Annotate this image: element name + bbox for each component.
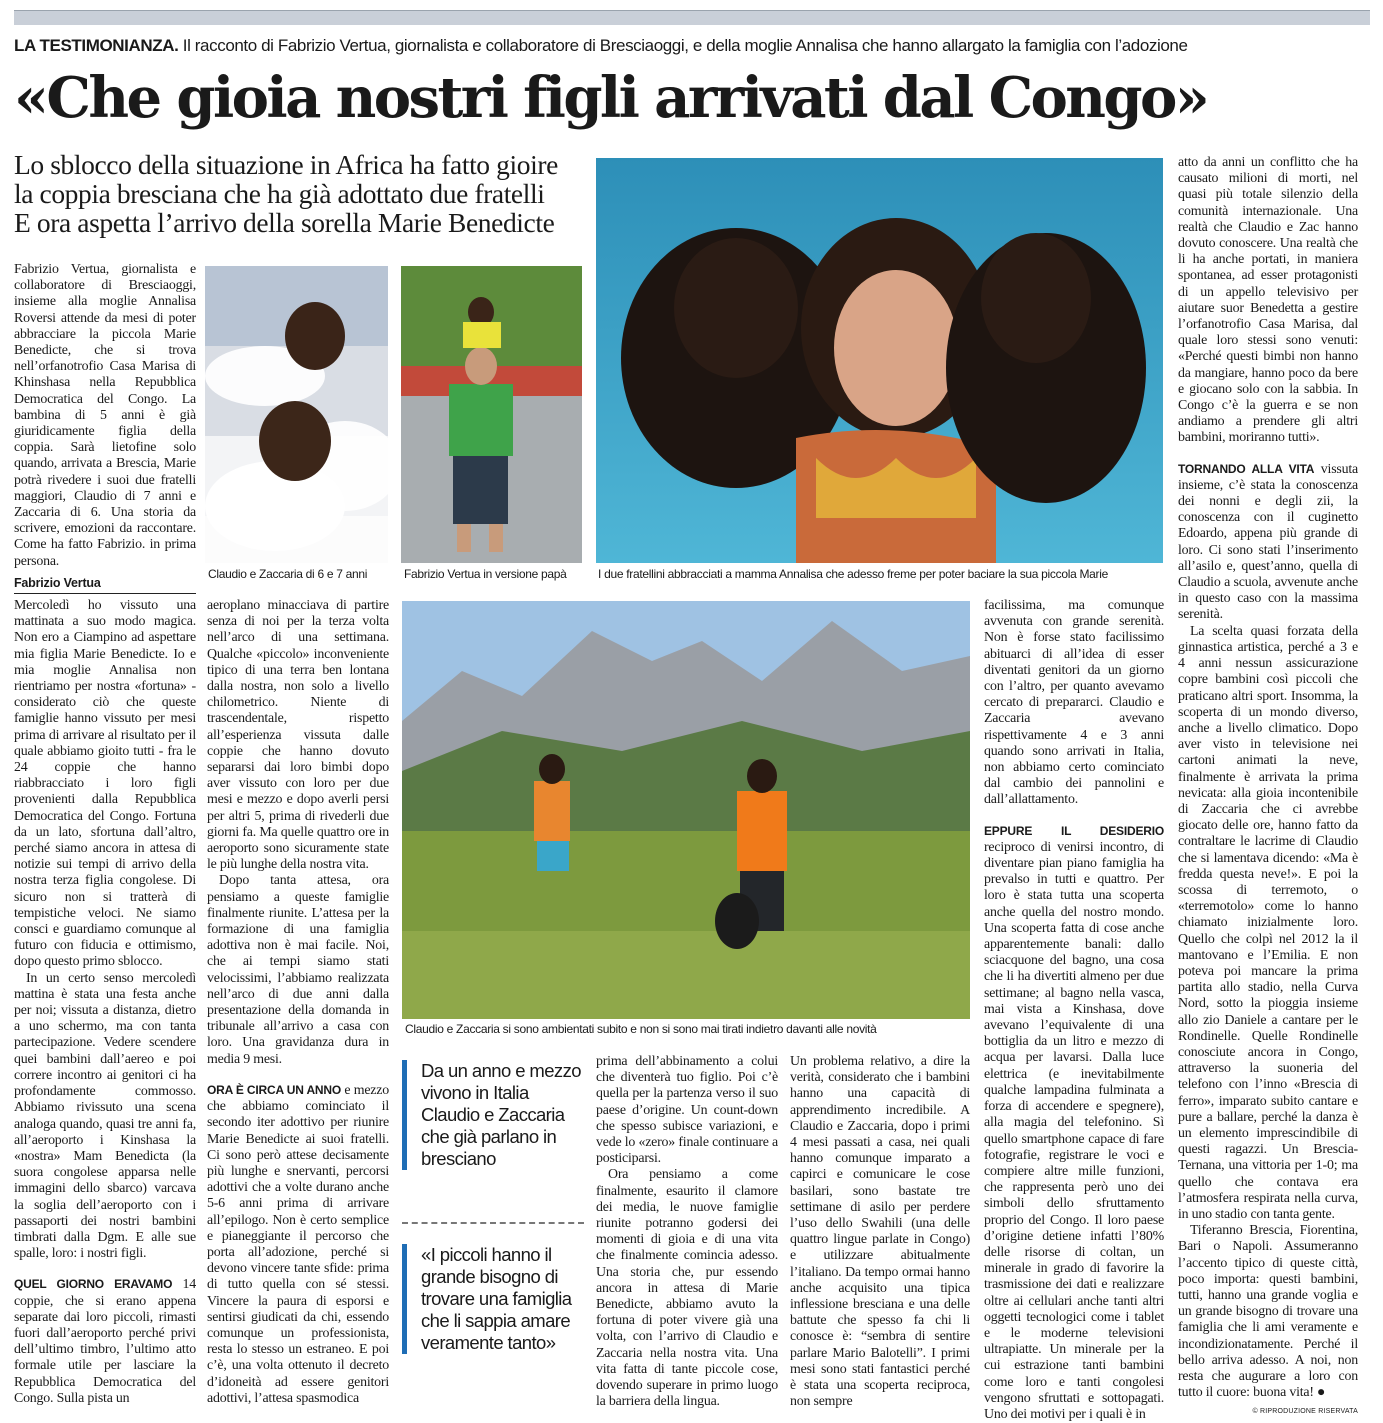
col6-p2-text: vissuta insieme, c’è stata la conoscenza dei nonni e degli zii, la conoscenza con il cuginetto Edoardo, appena più grande di loro. Ci sono stati l’inserimento all’asilo e, quest’anno, quella di Claudio a scuola, avvenute anche in questo caso con la massima serenità. bbox=[1178, 461, 1358, 623]
col6-runin: TORNANDO ALLA VITA bbox=[1178, 461, 1315, 476]
col6-p3: La scelta quasi forzata della ginnastica artistica, perché a 3 e 4 anni nessun assicurazione copre bambini così piccoli che praticano altri sport. Insomma, la scoperta di un mondo diverso, anche a livello climatico. Dopo aver visto in televisione nei cartoni animati la neve, finalmente è arrivata la prima nevicata: alla gioia incontenibile di Zaccaria che ci avrebbe giocato delle ore, hanno fatto da contraltare le lacrime di Claudio che si lamentava dicendo: «Ma è fredda questa neve!». E poi la scossa di terremoto, o «terremotolo» come lo hanno chiamato inizialmente loro. Quello che colpì nel 2012 la il mantovano e l’Emilia. E non poteva poi mancare la prima partita allo stadio, nella Curva Nord, sotto la pioggia insieme allo zio Daniele a cantare per le Rondinelle. Quelle Rondinelle conosciute ancora in Congo, attraverso la suoneria del telefono con l’inno «Brescia di ferro», imparato subito cantare e pure a ballare, perché la danza è un elemento imprescindibile di questi ragazzi. Un Brescia-Ternana, una vittoria per 1-0; ma quello che contava era l’atmosfera respirata nella curva, in uno stadio con tanta gente. bbox=[1178, 623, 1358, 1222]
pull-quote-2: «I piccoli hanno il grande bisogno di trovare una famiglia che li sappia amare veramente tanto» bbox=[402, 1244, 591, 1354]
column-5 bbox=[984, 598, 1164, 1423]
column-1 bbox=[14, 598, 196, 1407]
col4-p1: Un problema relativo, a dire la verità, considerato che i bambini hanno una capacità di apprendimento incredibile. A Claudio e Zaccaria, dopo i primi 4 mesi passati a casa, nei quali hanno comunque imparato a capirci e comunicare le cose basilari, sono bastate tre settimane di asilo per perdere l’uso dello Swahili (una delle quattro lingue parlate in Congo) e utilizzare abitualmente l’italiano. Da tempo ormai hanno anche acquisito una tipica inflessione bresciana e una delle battute che spesso fa chi li conosce è: “sembra di sentire parlare Mario Balotelli”. I primi mesi sono stati fantastici perché è stata una scoperta reciproca, non sempre bbox=[790, 1054, 970, 1410]
kicker-text: Il racconto di Fabrizio Vertua, giornalista e collaboratore di Bresciaoggi, e della moglie Annalisa che hanno allargato la famiglia con l’adozione bbox=[178, 36, 1188, 55]
column-2 bbox=[207, 598, 389, 1407]
col3-p1: prima dell’abbinamento a colui che diventerà tuo figlio. Poi c’è quella per la partenza verso il suo paese d’origine. Un count-down che spesso subisce variazioni, e vede lo «zero» finale continuare a posticiparsi. bbox=[596, 1054, 778, 1167]
col5-runin: EPPURE IL DESIDERIO bbox=[984, 823, 1164, 838]
col5-p2-text: reciproco di venirsi incontro, di diventare pian piano famiglia ha prevalso in tutti e quattro. Per loro è stata tutta una scoperta anche quella del nostro mondo. Una scoperta fatta di cose anche apparentemente banali: dallo sciacquone del bagno, una cosa che li ha divertiti almeno per due settimane; al bagno nella vasca, mai vista a Kinshasa, dove avevano l’equivalente di una bottiglia da un litro e mezzo di acqua per lavarsi. Dalla luce elettrica (e inevitabilmente qualche lampadina fulminata a forza di accendere e spegnere), alla magia del telefonino. Sì quello smartphone capace di fare fotografie, registrare le voci e compiere altre mille funzioni, che rappresenta però uno dei simboli dello sfruttamento proprio del Congo. Il loro paese d’origine detiene infatti l’80% delle risorse di coltan, un minerale in grado di favorire la trasmissione dei dati e realizzare oltre ai cellulari anche tanti altri oggetti tecnologici come i tablet e le moderne televisioni ultrapiatte. Un minerale per la cui estrazione tanti bambini come loro e tanti congolesi vengono sfruttati e sottopagati. Uno dei motivi per i quali è in bbox=[984, 839, 1164, 1422]
col6-p2 bbox=[1178, 461, 1358, 624]
col5-p2 bbox=[984, 823, 1164, 1423]
kicker-label: LA TESTIMONIANZA. bbox=[14, 36, 179, 55]
photo-mountains-image bbox=[402, 601, 970, 1019]
photo-mountains bbox=[402, 601, 970, 1019]
caption-photo-father: Fabrizio Vertua in versione papà bbox=[404, 567, 567, 581]
photo-bath bbox=[205, 266, 388, 563]
col3-p2: Ora pensiamo a come finalmente, esaurito il clamore dei media, le nuove famiglie riunite potranno godersi dei momenti di gioia e di una vita che finalmente comincia adesso. Una storia che, pur essendo ancora in attesa di Marie Benedicte, abbiamo avuto la fortuna di poter vivere già una volta, con l’arrivo di Claudio e Zaccaria nella nostra vita. Una vita fatta di tante piccole cose, dovendo superare in primo luogo la barriera della lingua. bbox=[596, 1167, 778, 1410]
col6-p1: atto da anni un conflitto che ha causato milioni di morti, nel quasi più totale silenzio della comunità internazionale. Una realtà che Claudio e Zac hanno dovuto conoscere. Una realtà che li ha anche portati, in maniera spontanea, ad esser protagonisti di un appello televisivo per aiutare suor Benedetta a gestire l’orfanotrofio Casa Marisa, dal quale loro stessi sono venuti: «Perché questi bimbi non hanno da mangiare, hanno poco da bere e giocano solo con la sabbia. In Congo c’è la guerra e se non andiamo a prendere gli altri bambini, moriranno tutti». bbox=[1178, 155, 1358, 446]
pull-quote-1: Da un anno e mezzo vivono in Italia Claudio e Zaccaria che già parlano in bresciano bbox=[402, 1060, 591, 1170]
subhead-line-3: E ora aspetta l’arrivo della sorella Marie Benedicte bbox=[14, 207, 555, 238]
kicker bbox=[14, 36, 1374, 56]
col1-p2: In un certo senso mercoledì mattina è stata una festa anche per noi; vissuta a distanza, dietro a uno schermo, ma con tanta partecipazione. Vedere scendere quei bambini dall’aereo e poi correre incontro ai genitori ci ha profondamente commosso. Abbiamo rivissuto una scena analoga quando, quasi tre anni fa, all’aeroporto i Kinshasa la «nostra» Mam Benedicta (la suora congolese apparsa nelle immagini dello sbarco) varcava la soglia dell’aeroporto con i passaporti dei nostri bambini timbrati dalla Dgm. E alle sue spalle, loro: i nostri figli. bbox=[14, 970, 196, 1262]
byline: Fabrizio Vertua bbox=[14, 575, 196, 594]
col2-p1: aeroplano minacciava di partire senza di noi per la terza volta nell’arco di una settimana. Qualche «piccolo» inconveniente tipico di una terra ben lontana dalla nostra, non solo a livello chilometrico. Niente di trascendentale, rispetto all’esperienza vissuta dalle coppie che hanno dovuto separarsi dai loro bimbi dopo aver vissuto con loro per due mesi e mezzo e dopo averli persi per altri 5, prima di rivederli due giorni fa. Ma quelle quattro ore in aeroporto sono sicuramente state le più lunghe della nostra vita. bbox=[207, 598, 389, 873]
column-4 bbox=[790, 1054, 970, 1410]
intro-column bbox=[14, 262, 196, 594]
col1-p3 bbox=[14, 1276, 196, 1407]
copyright-note: © RIPRODUZIONE RISERVATA bbox=[1252, 1408, 1358, 1416]
column-6 bbox=[1178, 155, 1358, 1421]
intro-text: Fabrizio Vertua, giornalista e collaboratore di Bresciaoggi, insieme alla moglie Annalisa Roversi attende da mesi di poter abbracciare la piccola Marie Benedicte, che si trova nell’orfanotrofio Casa Marisa di Khinshasa nella Repubblica Democratica del Congo. La bambina di 5 anni è già giuridicamente figlia della coppia. Sarà lietofine solo quando, arrivata a Brescia, Marie potrà rivedere i suoi due fratelli maggiori, Claudio di 7 anni e Zaccaria di 6. Una storia da scrivere, emozioni da raccontare. Come ha fatto Fabrizio. in prima persona. bbox=[14, 262, 196, 569]
column-3 bbox=[596, 1054, 778, 1410]
caption-photo-mountains: Claudio e Zaccaria si sono ambientati subito e non si sono mai tirati indietro davanti alle novità bbox=[405, 1022, 877, 1036]
col1-p3-text: 14 coppie, che si erano appena separate dai loro piccoli, rimasti fuori dall’aeroporto perché privi dell’ultimo timbro, l’ultimo atto formale utile per lasciare la Repubblica Democratica del Congo. Sulla pista un bbox=[14, 1277, 196, 1406]
subhead-line-1: Lo sblocco della situazione in Africa ha fatto gioire bbox=[14, 149, 558, 180]
photo-pool bbox=[596, 158, 1163, 563]
col2-p3-text: e mezzo che abbiamo cominciato il secondo iter adottivo per riunire Marie Benedicte ai suoi fratelli. Ci sono però attese decisamente più lunghe e snervanti, percorsi adottivi che a volte durano anche 5-6 anni prima di arrivare all’epilogo. Non è certo semplice e pianeggiante il percorso che porta all’adozione, perché si devono vincere tante sfide: prima di tutto quella con sé stessi. Vincere la paura di esporsi e sentirsi giudicati da chi, essendo comunque un professionista, resta lo stesso un estraneo. E poi c’è, una volta ottenuto il decreto d’idoneità ad essere genitori adottivi, l’attesa spasmodica bbox=[207, 1082, 389, 1406]
subheadline bbox=[14, 150, 589, 237]
col2-p3 bbox=[207, 1082, 389, 1407]
photo-father bbox=[401, 266, 582, 563]
top-bar bbox=[14, 10, 1370, 25]
headline: «Che gioia nostri figli arrivati dal Congo» bbox=[14, 65, 1208, 131]
photo-father-image bbox=[401, 266, 582, 563]
col1-p1: Mercoledì ho vissuto una mattinata a suo modo magica. Non ero a Ciampino ad aspettare mia figlia Marie Benedicte. Io e mia moglie Annalisa non rientriamo per nostra «fortuna» - considerato ciò che queste famiglie hanno vissuto per mesi prima di arrivare al risultato per il quale abbiamo gioito tutti - fra le 24 coppie che hanno riabbracciato i loro figli provenienti dalla Repubblica Democratica del Congo. Fortuna da un lato, sfortuna dall’altro, perché siamo ancora in attesa di notizie sui tempi di arrivo della nostra terza figlia congolese. Di sicuro non si tratterà di tempistiche veloci. Ne siamo consci e guardiamo comunque al futuro con fiducia e ottimismo, dopo questo primo sblocco. bbox=[14, 598, 196, 970]
photo-bath-image bbox=[205, 266, 388, 563]
col5-p1: facilissima, ma comunque avvenuta con grande serenità. Non è forse stato facilissimo abituarci di all’idea di esser diventati genitori da un giorno con l’altro, per quanto avevamo cercato di prepararci. Claudio e Zaccaria avevano rispettivamente 4 e 3 anni quando sono arrivati in Italia, non abbiamo certo cominciato dal cambio dei pannolini e dall’allattamento. bbox=[984, 598, 1164, 808]
col1-runin: QUEL GIORNO ERAVAMO bbox=[14, 1277, 173, 1292]
col6-p4: Tiferanno Brescia, Fiorentina, Bari o Napoli. Assumeranno l’accento tipico di queste città, poco importa: questi bambini, tutti, hanno una grande voglia e un grande bisogno di trovare una famiglia che li ami veramente e incondizionatamente. Perché il bello arriva adesso. A noi, non resta che augurare a loro con tutto il cuore: buona vita! ● bbox=[1178, 1223, 1358, 1401]
col2-p2: Dopo tanta attesa, ora pensiamo a queste famiglie finalmente riunite. L’attesa per la formazione di una famiglia adottiva non è mai facile. Noi, che ai tempi siamo stati velocissimi, l’abbiamo realizzata nell’arco di due anni dalla presentazione della domanda in tribunale all’arrivo a casa con loro. Una gravidanza dura in media 9 mesi. bbox=[207, 873, 389, 1067]
quote-separator bbox=[402, 1222, 584, 1224]
col2-runin: ORA È CIRCA UN ANNO bbox=[207, 1082, 341, 1097]
caption-photo-bath: Claudio e Zaccaria di 6 e 7 anni bbox=[208, 567, 368, 581]
caption-photo-pool: I due fratellini abbracciati a mamma Annalisa che adesso freme per poter baciare la sua piccola Marie bbox=[598, 567, 1108, 581]
photo-pool-image bbox=[596, 158, 1163, 563]
subhead-line-2: la coppia bresciana che ha già adottato due fratelli bbox=[14, 178, 545, 209]
